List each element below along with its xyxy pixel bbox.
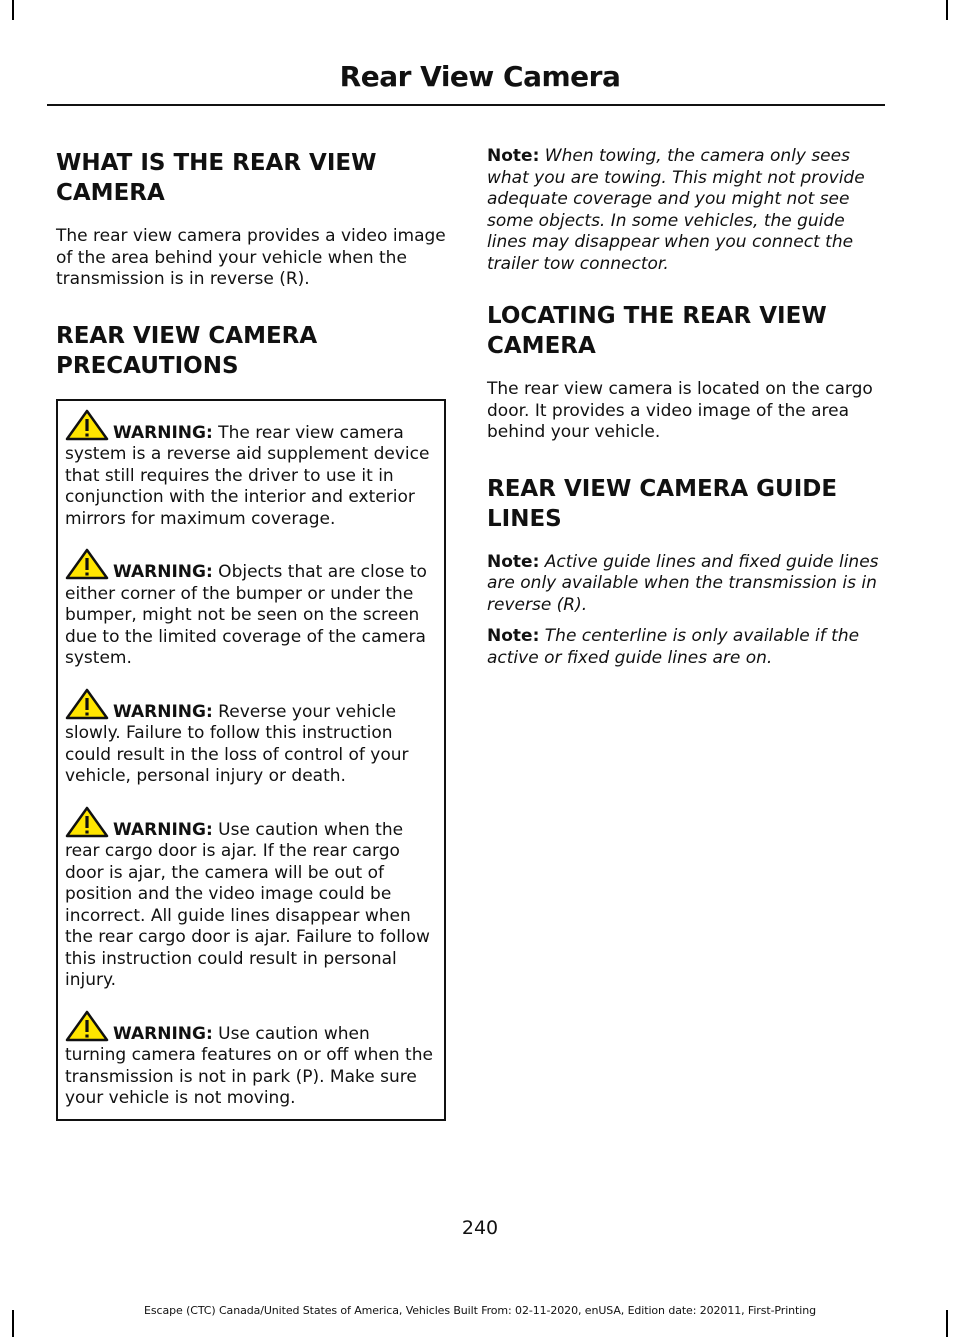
heading-line: LOCATING THE REAR VIEW [487, 303, 827, 329]
section-body-locating: The rear view camera is located on the cargo door. It provides a video image of the area behind your vehicle. [487, 379, 873, 442]
note-centerline [487, 626, 879, 669]
warning-item [65, 548, 436, 670]
left-column [56, 148, 446, 1121]
note-text: Active guide lines and fixed guide lines are only available when the transmission is in reverse (R). [487, 551, 879, 615]
warning-label: WARNING: [113, 819, 213, 840]
warning-triangle-icon [65, 806, 109, 838]
note-text: The centerline is only available if the active or fixed guide lines are on. [487, 626, 860, 668]
warning-text: Reverse your vehicle slowly. Failure to follow this instruction could result in the loss of control of your vehicle, personal injury or death. [65, 701, 409, 786]
warning-label: WARNING: [113, 701, 213, 722]
warning-text: Use caution when turning camera features on or off when the transmission is not in park (P). Make sure your vehicle is not moving. [65, 1023, 433, 1108]
heading-line: REAR VIEW CAMERA [56, 322, 318, 349]
warning-item [65, 1010, 436, 1110]
section-heading-guide-lines [487, 474, 879, 534]
section-body-what-is: The rear view camera provides a video image of the area behind your vehicle when the transmission is in reverse (R). [56, 226, 446, 289]
section-heading-what-is [56, 148, 446, 208]
warning-item [65, 688, 436, 788]
note-label: Note: [487, 626, 540, 646]
warning-triangle-icon [65, 688, 109, 720]
crop-mark-top-left [12, 0, 14, 20]
heading-line: LINES [487, 505, 562, 532]
warning-triangle-icon [65, 548, 109, 580]
heading-line: CAMERA [56, 180, 165, 206]
heading-line: REAR VIEW CAMERA GUIDE [487, 475, 838, 502]
heading-line: PRECAUTIONS [56, 352, 239, 379]
section-heading-locating [487, 301, 879, 361]
note-guide-lines [487, 552, 879, 617]
warning-triangle-icon [65, 1010, 109, 1042]
warning-label: WARNING: [113, 1023, 213, 1044]
footer-edition-info: Escape (CTC) Canada/United States of America, Vehicles Built From: 02-11-2020, enUSA, Edition date: 202011, First-Printing [144, 1304, 816, 1317]
crop-mark-top-right [946, 0, 948, 20]
heading-line: WHAT IS THE REAR VIEW [56, 150, 377, 176]
title-rule [47, 104, 885, 106]
note-label: Note: [487, 146, 540, 166]
warning-label: WARNING: [113, 562, 213, 582]
right-column [487, 146, 879, 679]
warning-text: Objects that are close to either corner of the bumper or under the bumper, might not be seen on the screen due to the limited coverage of the camera system. [65, 562, 427, 668]
warning-item [65, 409, 436, 531]
warning-text: The rear view camera system is a reverse aid supplement device that still requires the driver to use it in conjunction with the interior and exterior mirrors for maximum coverage. [65, 422, 430, 529]
section-heading-precautions [56, 321, 446, 381]
note-text: When towing, the camera only sees what you are towing. This might not provide adequate coverage and you might not see some objects. In some vehicles, the guide lines may disappear when you connect the trailer tow connector. [487, 146, 865, 274]
warning-label: WARNING: [113, 422, 213, 443]
warning-triangle-icon [65, 409, 109, 441]
note-label: Note: [487, 551, 540, 572]
warning-item [65, 806, 436, 992]
page-title: Rear View Camera [339, 60, 621, 93]
warnings-box [56, 399, 446, 1121]
heading-line: CAMERA [487, 333, 596, 359]
warning-text: Use caution when the rear cargo door is ajar. If the rear cargo door is ajar, the camera will be out of position and the video image could be incorrect. All guide lines disappear when the rear cargo door is ajar. Failure to follow this instruction could result in personal injury. [65, 819, 430, 990]
page-number: 240 [461, 1217, 499, 1239]
note-towing [487, 146, 879, 275]
